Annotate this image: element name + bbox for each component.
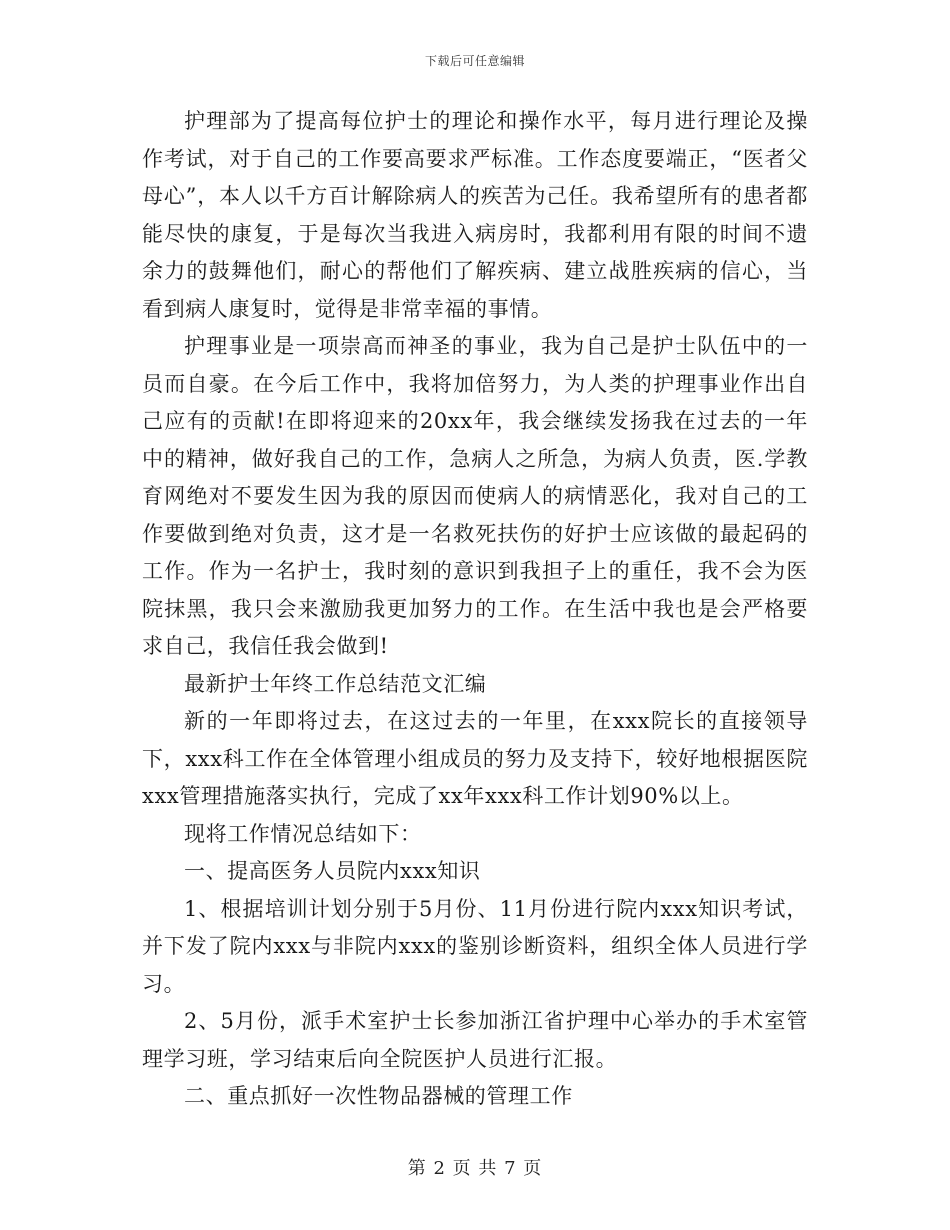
- page-header-note: 下载后可任意编辑: [424, 54, 525, 68]
- paragraph-intro: 现将工作情况总结如下：: [184, 821, 422, 846]
- paragraph-year-summary: 新的一年即将过去，在这过去的一年里，在xxx院长的直接领导下，xxx科工作在全体管理小组成员的努力及支持下，较好地根据医院xxx管理措施落实执行，完成了xx年xxx科工作计划90%以上。: [142, 709, 808, 808]
- paragraph-nursing-career: 护理事业是一项崇高而神圣的事业，我为自己是护士队伍中的一员而自豪。在今后工作中，我将加倍努力，为人类的护理事业作出自己应有的贡献!在即将迎来的20xx年，我会继续发扬我在过去的一年中的精神，做好我自己的工作，急病人之所急，为病人负责，医.学教育网绝对不要发生因为我的原因而使病人的病情恶化，我对自己的工作要做到绝对负责，这才是一名救死扶伤的好护士应该做的最起码的工作。作为一名护士，我时刻的意识到我担子上的重任，我不会为医院抹黑，我只会来激励我更加努力的工作。在生活中我也是会严格要求自己，我信任我会做到!: [142, 334, 808, 658]
- heading-one: 一、提高医务人员院内xxx知识: [184, 859, 481, 883]
- paragraph-nursing-standards: 护理部为了提高每位护士的理论和操作水平，每月进行理论及操作考试，对于自己的工作要高要求严标准。工作态度要端正，“医者父母心”，本人以千方百计解除病人的疾苦为己任。我希望所有的患者都能尽快的康复，于是每次当我进入病房时，我都利用有限的时间不遗余力的鼓舞他们，耐心的帮他们了解疾病、建立战胜疾病的信心，当看到病人康复时，觉得是非常幸福的事情。: [142, 109, 808, 321]
- list-item-1: 1、根据培训计划分别于5月份、11月份进行院内xxx知识考试，并下发了院内xxx与非院内xxx的鉴别诊断资料，组织全体人员进行学习。: [142, 896, 808, 996]
- document-body: [142, 103, 808, 1116]
- section-title: 最新护士年终工作总结范文汇编: [184, 671, 487, 696]
- heading-two: 二、重点抓好一次性物品器械的管理工作: [184, 1084, 573, 1108]
- list-item-2: 2、5月份，派手术室护士长参加浙江省护理中心举办的手术室管理学习班，学习结束后向全院医护人员进行汇报。: [142, 1009, 808, 1071]
- page-number: 第 2 页 共 7 页: [407, 1158, 543, 1179]
